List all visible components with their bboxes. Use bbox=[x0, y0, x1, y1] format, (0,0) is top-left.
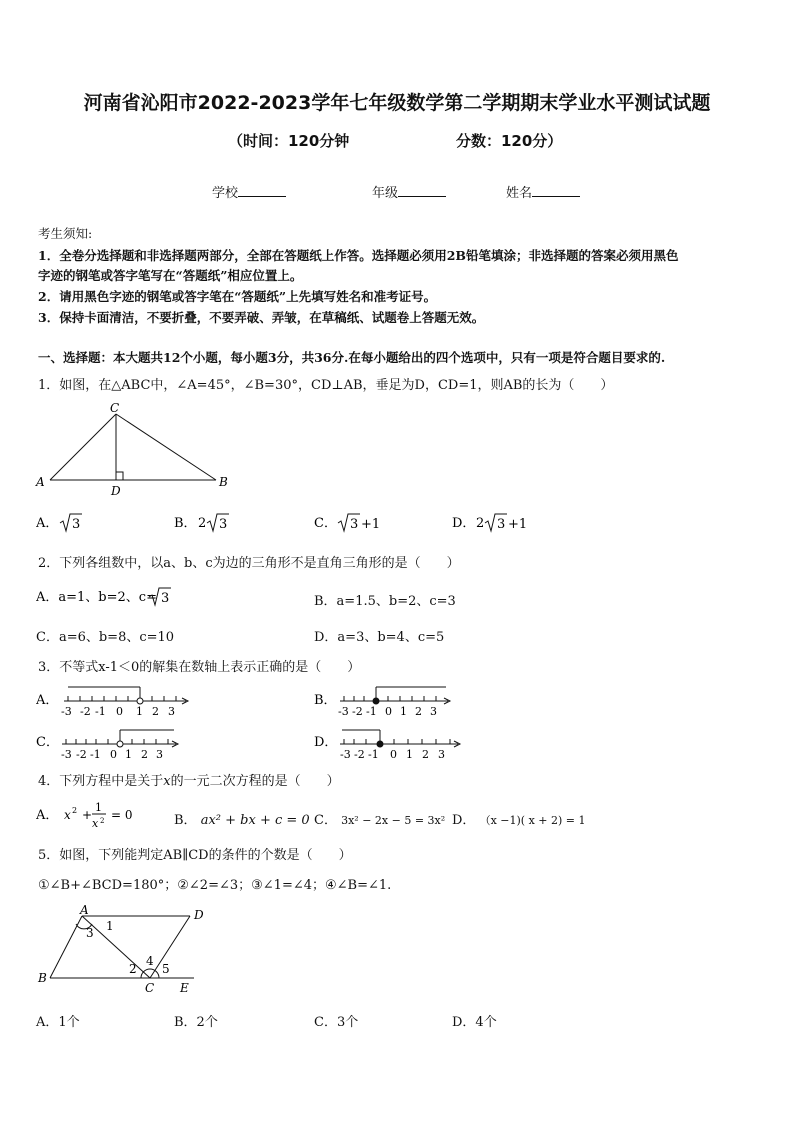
tick-label: 0 bbox=[385, 705, 392, 718]
stem-var: x bbox=[163, 774, 171, 789]
tick-label: -2 bbox=[76, 748, 87, 761]
stem-part: 4．下列方程中是关于 bbox=[38, 774, 164, 789]
q3-option-b[interactable] bbox=[314, 682, 484, 718]
tick-label: 1 bbox=[406, 748, 413, 761]
q3-option-d[interactable] bbox=[314, 724, 484, 762]
q2-option-d[interactable]: D．a=3、b=4、c=5 bbox=[314, 630, 445, 645]
angle-4: 4 bbox=[146, 954, 154, 968]
option-letter: D． bbox=[452, 813, 476, 828]
question-1-stem: 1．如图，在△ABC中，∠A=45°，∠B=30°，CD⊥AB，垂足为D，CD=1，则AB的长为（ ） bbox=[38, 378, 614, 393]
tick-label: -3 bbox=[340, 748, 351, 761]
tick-label: -1 bbox=[366, 705, 377, 718]
fraction-denominator: x bbox=[92, 817, 99, 830]
tick-label: 1 bbox=[125, 748, 132, 761]
radicand: 3 bbox=[219, 517, 228, 532]
radicand: 3 bbox=[72, 517, 81, 532]
term-x: x bbox=[64, 808, 71, 822]
radicand: 3 bbox=[497, 517, 506, 532]
tick-label: 1 bbox=[400, 705, 407, 718]
q1-option-a[interactable] bbox=[36, 510, 146, 536]
label-A: A bbox=[36, 475, 45, 489]
tick-label: 0 bbox=[116, 705, 123, 718]
filled-circle bbox=[377, 741, 383, 747]
tick-label: 3 bbox=[438, 748, 445, 761]
name-field bbox=[506, 182, 580, 201]
grade-blank bbox=[398, 184, 446, 197]
tick-label: 0 bbox=[110, 748, 117, 761]
q2-option-a[interactable] bbox=[36, 584, 196, 610]
option-letter: C． bbox=[36, 735, 59, 750]
label-A: A bbox=[80, 903, 89, 917]
option-letter: C． bbox=[314, 813, 337, 828]
option-letter: B． bbox=[174, 813, 197, 828]
q1-option-d[interactable] bbox=[452, 510, 562, 536]
tick-label: 3 bbox=[156, 748, 163, 761]
notice-item: 2．请用黑色字迹的钢笔或答字笔在“答题纸”上先填写姓名和准考证号。 bbox=[38, 289, 437, 304]
q5-option-c[interactable]: C．3个 bbox=[314, 1015, 359, 1030]
tail: +1 bbox=[361, 517, 381, 532]
option-letter: A． bbox=[36, 693, 59, 708]
q5-option-b[interactable]: B．2个 bbox=[174, 1015, 218, 1030]
filled-circle bbox=[373, 698, 379, 704]
tick-label: -2 bbox=[352, 705, 363, 718]
tick-label: -2 bbox=[354, 748, 365, 761]
ticks bbox=[344, 739, 450, 744]
q5-option-d[interactable]: D．4个 bbox=[452, 1015, 497, 1030]
q2-option-b[interactable]: B．a=1.5、b=2、c=3 bbox=[314, 594, 456, 609]
school-blank bbox=[238, 184, 286, 197]
tick-label: -2 bbox=[80, 705, 91, 718]
angle-3: 3 bbox=[86, 926, 94, 940]
triangle-figure bbox=[34, 400, 234, 498]
q2-option-c[interactable]: C．a=6、b=8、c=10 bbox=[36, 630, 175, 645]
q4-option-c[interactable] bbox=[314, 809, 445, 828]
question-2-stem: 2．下列各组数中，以a、b、c为边的三角形不是直角三角形的是（ ） bbox=[38, 556, 460, 571]
ticks bbox=[68, 696, 176, 701]
rhs: = 0 bbox=[111, 808, 133, 822]
tick-label: -3 bbox=[338, 705, 349, 718]
question-4-stem bbox=[38, 770, 340, 789]
q1-option-b[interactable] bbox=[174, 510, 284, 536]
option-letter: D． bbox=[314, 735, 338, 750]
option-letter: A． bbox=[36, 516, 59, 531]
option-letter: B． bbox=[174, 516, 197, 531]
label-C: C bbox=[110, 401, 120, 415]
tick-label: 2 bbox=[415, 705, 422, 718]
coefficient: 2 bbox=[198, 516, 207, 531]
q5-option-a[interactable]: A．1个 bbox=[36, 1015, 80, 1030]
tick-label: 2 bbox=[141, 748, 148, 761]
tick-label: 3 bbox=[168, 705, 175, 718]
school-label: 学校 bbox=[212, 186, 239, 201]
tick-label: 2 bbox=[422, 748, 429, 761]
option-letter: A． bbox=[36, 808, 59, 823]
angle-2: 2 bbox=[129, 962, 137, 976]
q4-option-b[interactable] bbox=[174, 809, 310, 828]
q4-option-d[interactable] bbox=[452, 809, 586, 828]
radicand: 3 bbox=[161, 591, 170, 606]
notice-heading: 考生须知: bbox=[38, 226, 93, 241]
svg-text:2: 2 bbox=[100, 817, 105, 825]
fraction-numerator: 1 bbox=[95, 801, 102, 814]
school-field bbox=[212, 182, 286, 201]
equation: （x −1)( x + 2) = 1 bbox=[479, 814, 586, 827]
stem-part: 的一元二次方程的是（ ） bbox=[170, 774, 340, 789]
angle-1: 1 bbox=[106, 919, 114, 933]
q1-option-c[interactable] bbox=[314, 510, 424, 536]
tick-label: 2 bbox=[152, 705, 159, 718]
label-E: E bbox=[180, 981, 189, 995]
q4-option-a[interactable] bbox=[36, 796, 166, 836]
q3-option-a[interactable] bbox=[36, 682, 206, 718]
open-circle bbox=[137, 698, 143, 704]
exam-score: 分数：120分） bbox=[456, 132, 563, 150]
q3-option-c[interactable] bbox=[36, 724, 206, 762]
equation: 3x² − 2x − 5 = 3x² bbox=[341, 814, 446, 827]
question-5-conditions: ①∠B+∠BCD=180°；②∠2=∠3；③∠1=∠4；④∠B=∠1. bbox=[38, 878, 392, 893]
exam-time: （时间：120分钟 bbox=[228, 132, 350, 150]
name-label: 姓名 bbox=[506, 186, 533, 201]
open-circle bbox=[117, 741, 123, 747]
tick-label: 0 bbox=[390, 748, 397, 761]
coefficient: 2 bbox=[476, 516, 485, 531]
notice-item: 1．全卷分选择题和非选择题两部分，全部在答题纸上作答。选择题必须用2B铅笔填涂；非选择题的答案必须用黑色 bbox=[38, 248, 679, 263]
tick-label: 3 bbox=[430, 705, 437, 718]
ticks bbox=[344, 696, 436, 701]
label-C: C bbox=[145, 981, 155, 995]
label-B: B bbox=[38, 971, 47, 985]
label-D: D bbox=[111, 484, 121, 498]
angle-5: 5 bbox=[162, 962, 170, 976]
tick-label: -3 bbox=[61, 705, 72, 718]
option-text: A．a=1、b=2、c= bbox=[36, 590, 157, 605]
svg-text:+: + bbox=[82, 808, 93, 822]
tick-label: 1 bbox=[136, 705, 143, 718]
section-heading: 一、选择题：本大题共12个小题，每小题3分，共36分.在每小题给出的四个选项中，只有一项是符合题目要求的. bbox=[38, 350, 666, 365]
option-letter: C． bbox=[314, 516, 337, 531]
tick-label: -1 bbox=[90, 748, 101, 761]
name-blank bbox=[532, 184, 580, 197]
page-title: 河南省沁阳市2022-2023学年七年级数学第二学期期末学业水平测试试题 bbox=[83, 92, 711, 114]
radicand: 3 bbox=[350, 517, 359, 532]
equation: ax² + bx + c = 0 bbox=[200, 813, 310, 828]
grade-field bbox=[372, 182, 446, 201]
tick-label: -1 bbox=[368, 748, 379, 761]
question-5-stem: 5．如图，下列能判定AB∥CD的条件的个数是（ ） bbox=[38, 848, 352, 863]
notice-item: 3．保持卡面清洁，不要折叠，不要弄破、弄皱，在草稿纸、试题卷上答题无效。 bbox=[38, 310, 485, 325]
option-letter: B． bbox=[314, 693, 337, 708]
grade-label: 年级 bbox=[372, 186, 399, 201]
tail: +1 bbox=[508, 517, 528, 532]
option-letter: D． bbox=[452, 516, 476, 531]
label-D: D bbox=[194, 908, 204, 922]
svg-text:2: 2 bbox=[72, 806, 78, 815]
question-3-stem: 3．不等式x-1＜0的解集在数轴上表示正确的是（ ） bbox=[38, 660, 361, 675]
tick-label: -1 bbox=[95, 705, 106, 718]
notice-item: 字迹的钢笔或答字笔写在“答题纸”相应位置上。 bbox=[38, 268, 303, 283]
label-B: B bbox=[219, 475, 228, 489]
tick-label: -3 bbox=[61, 748, 72, 761]
parallelogram-figure bbox=[34, 902, 234, 998]
